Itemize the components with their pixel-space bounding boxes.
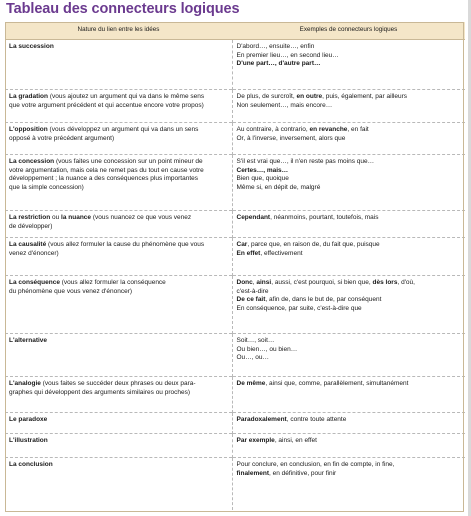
cell-text: venez d'énoncer) [9,249,59,257]
cell-text: (vous nuancez ce que vous venez [91,214,192,221]
cell-line [9,214,228,223]
connector-keyword: Donc [236,279,253,286]
cell-text: Pour conclure, en conclusion, en fin de compte, in fine, [236,461,395,468]
connector-keyword: La restriction [9,214,51,221]
connector-keyword: L'analogie [9,380,41,387]
cell-line [9,250,228,259]
relation-cell [5,211,232,238]
table-row [5,334,465,377]
cell-text: développement ; la nuance a des conséquences plus importantes [9,175,198,182]
connector-keyword: dès lors [372,279,398,286]
cell-line [237,158,462,167]
cell-line [237,461,462,470]
cell-line [9,175,228,184]
cell-text: , ainsi, en effet [274,437,317,444]
relation-cell [5,334,232,377]
cell-text: votre argumentation, mais cela ne remet pas du tout en cause votre [9,166,204,174]
cell-line [9,43,228,52]
connector-keyword: La concession [9,158,55,165]
connector-keyword: En effet [236,249,261,257]
cell-text: que la simple concession) [9,183,84,191]
cell-line [237,337,462,346]
table-body [5,40,465,510]
cell-text: (vous allez formuler la cause du phénomène que vous [46,241,205,248]
cell-text: Ou…, ou… [236,354,270,361]
cell-line [237,470,462,479]
cell-line [9,126,228,135]
cell-text: , effectivement [260,249,303,257]
connector-keyword: la nuance [61,214,92,221]
relation-cell [5,40,232,90]
table-header-row [5,22,465,40]
connector-keyword: Paradoxalement [236,416,287,423]
cell-text: S'il est vrai que…, il n'en reste pas moins que… [236,158,375,165]
cell-line [9,279,228,288]
relation-cell [5,377,232,413]
table-row [5,155,465,211]
cell-text: (vous faites une concession sur un point mineur de [54,158,203,165]
examples-cell [232,413,465,434]
cell-text: Ou bien…, ou bien… [236,345,298,353]
header-nature: Nature du lien entre les idées [5,22,232,40]
cell-line [237,279,462,288]
cell-line [9,223,228,232]
cell-text: graphes qui développent des arguments similaires ou proches) [9,388,191,396]
cell-text: Soit…, soit… [236,337,275,344]
cell-text: , aussi, c'est pourquoi, si bien que, [271,279,373,286]
table-row [5,90,465,123]
connector-keyword: La conclusion [9,461,53,468]
cell-line [237,346,462,355]
cell-line [9,158,228,167]
cell-line [9,135,228,144]
examples-cell [232,334,465,377]
relation-cell [5,413,232,434]
cell-line [9,416,228,425]
cell-line [237,102,462,111]
connector-keyword: De même [236,380,266,387]
cell-line [237,126,462,135]
cell-text: que votre argument précédent et qui accentue encore votre propos) [9,101,204,109]
cell-line [9,389,228,398]
cell-line [237,167,462,176]
cell-line [9,102,228,111]
cell-line [237,184,462,193]
connector-keyword: Certes…, mais… [236,166,289,174]
connector-keyword: La causalité [9,241,47,248]
connector-keyword: Car [236,241,248,248]
table-row [5,40,465,90]
page-title: Tableau des connecteurs logiques [6,1,240,17]
cell-line [9,288,228,297]
connectors-table [5,22,465,510]
examples-cell [232,458,465,510]
cell-text: , en fait [347,126,369,133]
cell-line [9,241,228,250]
cell-line [237,241,462,250]
cell-line [237,250,462,259]
table-row [5,276,465,334]
cell-text: , d'où, [397,279,415,286]
cell-line [237,175,462,184]
cell-line [237,214,462,223]
examples-cell [232,276,465,334]
connector-keyword: en outre [296,93,323,100]
cell-line [9,461,228,470]
relation-cell [5,90,232,123]
examples-cell [232,434,465,458]
header-examples: Exemples de connecteurs logiques [232,22,465,40]
examples-cell [232,155,465,211]
connector-keyword: ainsi [256,279,272,286]
table-row [5,458,465,510]
table-row [5,377,465,413]
cell-line [9,437,228,446]
cell-line [237,52,462,61]
connector-keyword: La conséquence [9,279,60,286]
cell-text: Au contraire, à contrario, [236,126,310,133]
cell-text: Non seulement…, mais encore… [236,101,333,109]
cell-text: , [252,279,257,286]
cell-text: (vous allez formuler la conséquence [59,279,166,286]
cell-line [9,337,228,346]
cell-line [9,184,228,193]
cell-line [237,296,462,305]
cell-text: ou [50,214,62,221]
cell-text: , parce que, en raison de, du fait que, puisque [247,241,380,248]
cell-text: , contre toute attente [286,416,347,423]
cell-line [237,135,462,144]
cell-text: , afin de, dans le but de, par conséquent [265,296,382,303]
connector-keyword: Par exemple [236,437,275,444]
relation-cell [5,238,232,276]
cell-text: (vous ajoutez un argument qui va dans le même sens [48,93,205,100]
cell-line [237,354,462,363]
connector-keyword: De ce fait [236,296,266,303]
cell-line [237,305,462,314]
relation-cell [5,123,232,155]
examples-cell [232,40,465,90]
cell-text: opposé à votre précédent argument) [9,134,115,142]
cell-line [237,93,462,102]
examples-cell [232,238,465,276]
cell-text: , néanmoins, pourtant, toutefois, mais [270,214,379,221]
table-row [5,211,465,238]
relation-cell [5,434,232,458]
cell-text: (vous faites se succéder deux phrases ou deux para- [40,380,196,387]
cell-text: c'est-à-dire [236,287,269,295]
table-row [5,413,465,434]
connector-keyword: La succession [9,43,54,50]
table-row [5,123,465,155]
cell-text: En premier lieu…, en second lieu… [236,51,339,59]
table-row [5,434,465,458]
cell-line [237,288,462,297]
connector-keyword: Cependant [236,214,271,221]
connector-keyword: L'alternative [9,337,48,344]
relation-cell [5,276,232,334]
cell-text: , puis, également, par ailleurs [322,93,408,100]
connector-keyword: La gradation [9,93,49,100]
cell-line [237,60,462,69]
cell-text: D'abord…, ensuite…, enfin [236,43,315,50]
cell-text: Or, à l'inverse, inversement, alors que [236,134,346,142]
cell-text: En conséquence, par suite, c'est-à-dire que [236,304,362,312]
connector-keyword: L'illustration [9,437,48,444]
examples-cell [232,377,465,413]
cell-text: , ainsi que, comme, parallèlement, simultanément [265,380,409,387]
relation-cell [5,458,232,510]
cell-text: (vous développez un argument qui va dans un sens [47,126,199,133]
connector-keyword: finalement [236,469,270,477]
cell-text: de développer) [9,222,53,230]
cell-line [237,437,462,446]
connector-keyword: Le paradoxe [9,416,48,423]
examples-cell [232,211,465,238]
cell-text: Bien que, quoique [236,175,289,182]
cell-text: De plus, de surcroît, [236,93,297,100]
cell-text: Même si, en dépit de, malgré [236,183,321,191]
cell-line [9,167,228,176]
cell-text: , en définitive, pour finir [269,469,337,477]
connector-keyword: en revanche [309,126,348,133]
table-row [5,238,465,276]
cell-line [237,416,462,425]
cell-line [9,93,228,102]
cell-line [9,380,228,389]
cell-line [237,43,462,52]
relation-cell [5,155,232,211]
connector-keyword: L'opposition [9,126,48,133]
examples-cell [232,123,465,155]
cell-line [237,380,462,389]
examples-cell [232,90,465,123]
cell-text: du phénomène que vous venez d'énoncer) [9,287,133,295]
connector-keyword: D'une part…, d'autre part… [236,60,321,67]
